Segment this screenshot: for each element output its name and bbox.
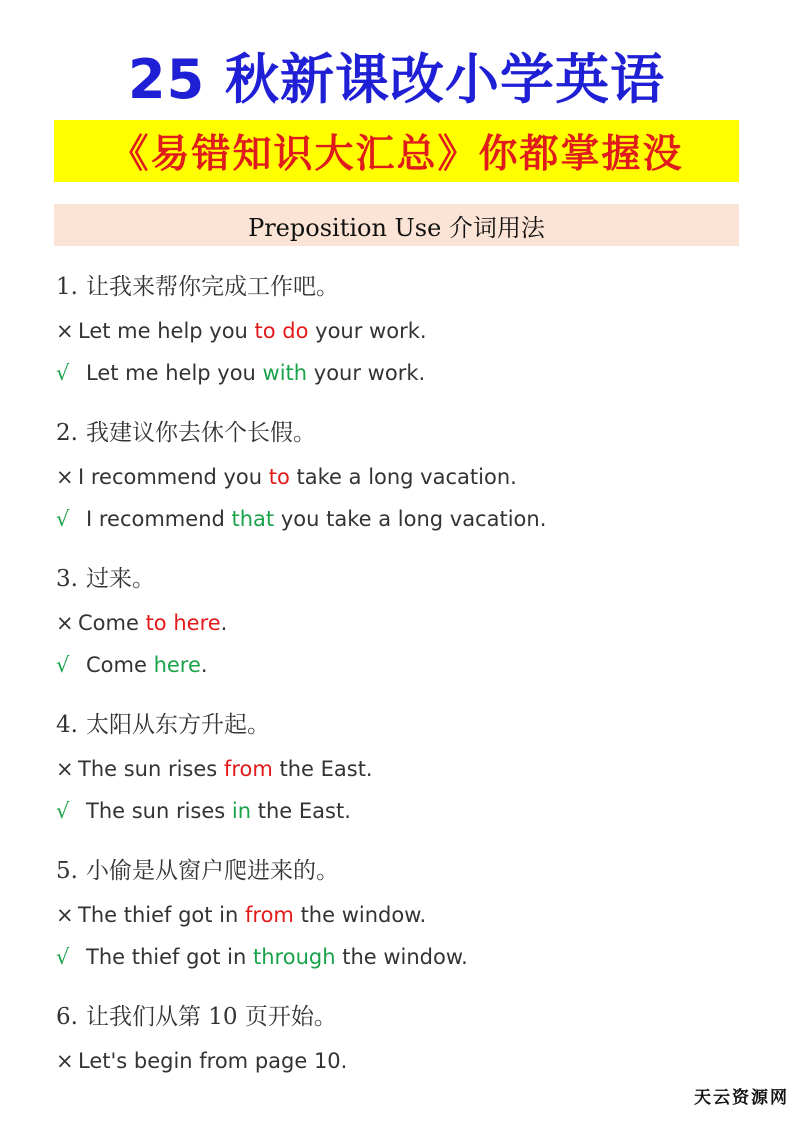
sentence-text: the window. — [293, 903, 427, 927]
item-number: 4. — [56, 712, 78, 738]
sentence-text: Let's begin from page 10. — [78, 1049, 348, 1073]
chinese-text: 小偷是从窗户爬进来的。 — [85, 858, 339, 884]
correct-highlight: through — [253, 945, 336, 969]
correct-sentence — [56, 936, 756, 978]
watermark-text: 天云资源网 — [694, 1088, 789, 1108]
cross-mark-icon: × — [56, 611, 74, 635]
correct-highlight: in — [231, 799, 252, 823]
item-number: 6. — [56, 1004, 78, 1030]
cross-mark-icon: × — [56, 757, 74, 781]
list-item — [56, 410, 756, 556]
sentence-text: I recommend you — [78, 465, 269, 489]
wrong-sentence — [56, 310, 756, 352]
wrong-highlight: from — [223, 757, 273, 781]
correct-sentence — [56, 352, 756, 394]
wrong-highlight: to — [268, 465, 290, 489]
chinese-sentence — [56, 264, 756, 310]
chinese-text: 过来。 — [85, 566, 155, 592]
sentence-text: Let me help you — [78, 319, 255, 343]
cross-mark-icon: × — [56, 1049, 74, 1073]
correct-highlight: that — [231, 507, 275, 531]
subtitle-banner — [54, 120, 739, 182]
wrong-highlight: to do — [254, 319, 309, 343]
list-item — [56, 848, 756, 994]
chinese-sentence — [56, 556, 756, 602]
correct-sentence — [56, 644, 756, 686]
sentence-text: The thief got in — [78, 903, 246, 927]
sentence-text: Let me help you — [86, 361, 263, 385]
list-item — [56, 264, 756, 410]
sentence-text: your work. — [307, 361, 426, 385]
check-mark-icon: √ — [56, 507, 70, 531]
item-number: 3. — [56, 566, 78, 592]
sentence-text: Come — [86, 653, 154, 677]
items-list — [56, 264, 756, 1140]
sentence-text: . — [220, 611, 228, 635]
item-number: 1. — [56, 274, 78, 300]
list-item — [56, 994, 756, 1140]
sentence-text: the East. — [251, 799, 351, 823]
correct-sentence — [56, 790, 756, 832]
check-mark-icon: √ — [56, 799, 70, 823]
sentence-text: you take a long vacation. — [274, 507, 547, 531]
item-number: 2. — [56, 420, 78, 446]
sentence-text: The sun rises — [78, 757, 224, 781]
sentence-text: the East. — [272, 757, 373, 781]
list-item — [56, 556, 756, 702]
chinese-text: 我建议你去休个长假。 — [85, 420, 316, 446]
sentence-text: take a long vacation. — [289, 465, 517, 489]
section-header — [54, 204, 739, 246]
chinese-text: 让我来帮你完成工作吧。 — [85, 274, 339, 300]
sentence-text: . — [200, 653, 208, 677]
sentence-text: The sun rises — [86, 799, 232, 823]
cross-mark-icon: × — [56, 319, 74, 343]
sentence-text: I recommend — [86, 507, 232, 531]
chinese-sentence — [56, 848, 756, 894]
check-mark-icon: √ — [56, 945, 70, 969]
section-title: Preposition Use 介词用法 — [248, 213, 545, 242]
check-mark-icon: √ — [56, 653, 70, 677]
wrong-highlight: to here — [145, 611, 221, 635]
correct-highlight: here — [153, 653, 201, 677]
cross-mark-icon: × — [56, 465, 74, 489]
subtitle-text: 《易错知识大汇总》你都掌握没 — [109, 131, 684, 177]
chinese-sentence — [56, 702, 756, 748]
correct-sentence — [56, 498, 756, 540]
chinese-text: 太阳从东方升起。 — [85, 712, 270, 738]
wrong-sentence — [56, 894, 756, 936]
list-item — [56, 702, 756, 848]
correct-highlight: with — [262, 361, 308, 385]
wrong-sentence — [56, 456, 756, 498]
sentence-text: the window. — [335, 945, 468, 969]
sentence-text: The thief got in — [86, 945, 254, 969]
check-mark-icon: √ — [56, 361, 70, 385]
chinese-sentence — [56, 994, 756, 1040]
page-title: 25 秋新课改小学英语 — [128, 48, 665, 111]
cross-mark-icon: × — [56, 903, 74, 927]
wrong-sentence — [56, 748, 756, 790]
wrong-highlight: from — [245, 903, 294, 927]
sentence-text: your work. — [308, 319, 427, 343]
item-number: 5. — [56, 858, 78, 884]
wrong-sentence — [56, 1040, 756, 1082]
wrong-sentence — [56, 602, 756, 644]
chinese-sentence — [56, 410, 756, 456]
chinese-text: 让我们从第 10 页开始。 — [85, 1004, 337, 1030]
sentence-text: Come — [78, 611, 146, 635]
